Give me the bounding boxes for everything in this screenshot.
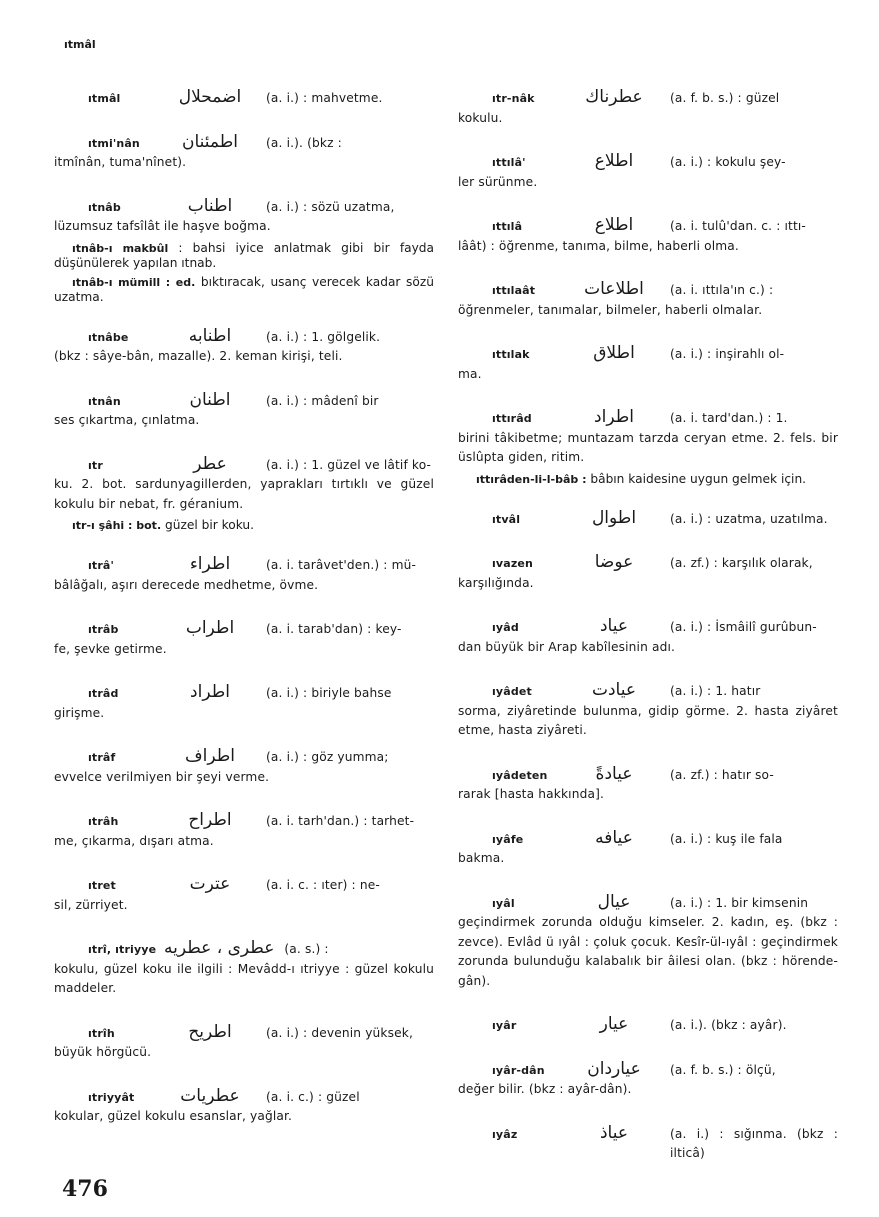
definition-start: (a. i. tarâvet'den.) : mü-: [266, 558, 417, 572]
definition-continuation: evvelce verilmiyen bir şeyi verme.: [54, 769, 270, 784]
arabic-script: عوضا: [594, 552, 634, 572]
dictionary-entry: [54, 1087, 434, 1127]
dictionary-entry: [458, 893, 838, 992]
headword: ıtrâ': [88, 559, 114, 572]
entry-head-line: [458, 152, 838, 173]
arabic-script: عطریات: [180, 1085, 240, 1106]
headword: ıyâdeten: [492, 768, 548, 782]
dictionary-entry: [458, 617, 838, 657]
headword: ıtrîh: [88, 1026, 115, 1040]
definition-continuation: me, çıkarma, dışarı atma.: [54, 833, 214, 848]
arabic-script: عیاذ: [599, 1122, 629, 1143]
definition-continuation: kokular, güzel kokulu esanslar, yağlar.: [54, 1109, 293, 1123]
arabic-script: اطمئنان: [181, 131, 238, 152]
headword: ıtrî, ıtriyye: [88, 943, 157, 956]
dictionary-entry: [458, 1124, 838, 1164]
definition-start: (a. i.) : 1. gölgelik.: [266, 329, 381, 344]
headword: ıttılâ: [492, 220, 523, 233]
headword: ıttılak: [492, 348, 530, 361]
dictionary-entry: [458, 509, 838, 530]
entry-head-line: [54, 327, 434, 348]
dictionary-entry: [458, 152, 838, 192]
arabic-script: اطراف: [185, 746, 235, 766]
headword: ıyâd: [492, 621, 519, 634]
dictionary-entry: [458, 88, 838, 128]
definition-continuation: rarak [hasta hakkında].: [458, 787, 605, 801]
arabic-script: اطلاعات: [584, 279, 644, 299]
sub-entry: [54, 275, 434, 305]
definition-start: (a. i. c. : ıter) : ne-: [266, 878, 380, 892]
definition-continuation: fe, şevke getirme.: [54, 641, 167, 656]
dictionary-entry: [458, 408, 838, 468]
definition-start: (a. f. b. s.) : güzel: [670, 91, 780, 105]
dictionary-entry: [458, 1015, 838, 1036]
right-column: [458, 88, 838, 1188]
arabic-script: عیار: [599, 1014, 629, 1034]
running-header: ıtmâl: [64, 38, 96, 51]
dictionary-entry: [54, 88, 434, 109]
headword: ıyâfe: [492, 832, 524, 846]
definition-start: (a. i.) : uzatma, uzatılma.: [670, 511, 828, 526]
definition-continuation: dan büyük bir Arap kabîlesinin adı.: [458, 639, 676, 654]
entry-head-line: [458, 509, 838, 530]
dictionary-entry: [458, 280, 838, 320]
definition-start: (a. zf.) : karşılık olarak,: [670, 556, 813, 570]
definition-start: (a. i.) : biriyle bahse: [266, 686, 392, 700]
arabic-script: اطراب: [185, 618, 235, 638]
sub-headword: ıttırâden-li-l-bâb :: [476, 472, 587, 486]
entry-head-line: [458, 1060, 838, 1081]
entry-head-line: [54, 683, 434, 704]
arabic-script: اطلاع: [594, 215, 634, 235]
entry-head-line: [54, 619, 434, 640]
definition-continuation: bakma.: [458, 851, 505, 865]
definition-continuation: geçindirmek zorunda olduğu kimseler. 2. kadın, eş. (bkz : zevce). Evlâd ü ıyâl : çoluk çocuk. Kesîr-ül-ıyâl : geçindirmek zorunda bulunduğu kalabalık bir âilesi olan. (bkz : hörende-gân).: [458, 915, 838, 988]
definition-start: (a. i. tard'dan.) : 1.: [670, 411, 788, 425]
headword: ıyâr: [492, 1019, 517, 1032]
definition-start: (a. i.) : inşirahlı ol-: [670, 347, 785, 361]
definition-continuation: ma.: [458, 366, 482, 381]
headword: ıttılâ': [492, 156, 526, 169]
dictionary-entry: [458, 344, 838, 384]
definition-start: (a. i.). (bkz : ayâr).: [670, 1018, 787, 1032]
definition-continuation: ler sürünme.: [458, 174, 538, 189]
dictionary-entry: [458, 553, 838, 593]
dictionary-entry: [54, 555, 434, 595]
sub-headword: ıtnâb-ı mümill : ed.: [72, 275, 196, 289]
headword: ıtr: [88, 458, 103, 472]
headword: ıtnân: [88, 394, 121, 408]
sub-headword: ıtr-ı şâhi : bot.: [72, 519, 162, 532]
dictionary-entry: [54, 391, 434, 431]
arabic-script: عیادت: [591, 680, 637, 700]
arabic-script: اطنابه: [188, 325, 232, 346]
entry-head-line: [54, 747, 434, 768]
dictionary-entry: [54, 455, 434, 515]
dictionary-entry: [458, 765, 838, 805]
definition-continuation: öğrenmeler, tanımalar, bilmeler, haberli olmalar.: [458, 302, 763, 317]
headword: ıyâl: [492, 896, 515, 910]
definition-continuation: (bkz : sâye-bân, mazalle). 2. keman kirişi, teli.: [54, 349, 343, 363]
headword: ıyâdet: [492, 685, 532, 698]
entry-head-line: [54, 875, 434, 896]
headword: ıtret: [88, 879, 116, 892]
entry-head-line: [54, 391, 434, 412]
definition-continuation: bâlâğalı, aşırı derecede medhetme, övme.: [54, 577, 319, 592]
definition-start: (a. i.). (bkz :: [266, 135, 342, 150]
arabic-script: اطناب: [187, 195, 233, 216]
dictionary-entry: [54, 1023, 434, 1063]
sub-definition: : bahsi iyice anlatmak gibi bir fayda düşünülerek yapılan ıtnab.: [54, 240, 435, 270]
headword: ıtrâb: [88, 623, 119, 636]
entry-head-line: [54, 197, 434, 218]
definition-start: (a. i.) : kuş ile fala: [670, 831, 783, 846]
entry-head-line: [458, 893, 838, 914]
definition-continuation: itmînân, tuma'nînet).: [54, 155, 187, 169]
headword: ıtrâd: [88, 687, 119, 700]
entry-head-line: [458, 280, 838, 301]
arabic-script: عطر: [193, 453, 227, 474]
arabic-script: عترت: [189, 874, 231, 894]
definition-continuation: kokulu.: [458, 110, 503, 125]
headword: ıtmâl: [88, 92, 121, 105]
definition-continuation: lüzumsuz tafsîlât ile haşve boğma.: [54, 219, 271, 233]
definition-continuation: kokulu, güzel koku ile ilgili : Mevâdd-ı ıtriyye : güzel kokulu maddeler.: [54, 961, 434, 995]
definition-start: (a. i.) : 1. güzel ve lâtif ko-: [266, 457, 432, 472]
headword: ıtriyyât: [88, 1090, 135, 1104]
definition-start: (a. i.) : İsmâilî gurûbun-: [670, 620, 817, 634]
arabic-script: عیاد: [599, 616, 629, 636]
sub-entry: [54, 518, 434, 533]
definition-start: (a. i.) : mahvetme.: [266, 91, 383, 105]
definition-start: (a. i.) : sığınma. (bkz : ilticâ): [670, 1126, 838, 1160]
arabic-script: اطنان: [189, 389, 231, 410]
headword: ıtrâf: [88, 751, 116, 764]
entry-head-line: [54, 133, 434, 154]
headword: ıyâr-dân: [492, 1063, 545, 1077]
entry-head-line: [54, 555, 434, 576]
dictionary-entry: [54, 619, 434, 659]
definition-start: (a. i. ıttıla'ın c.) :: [670, 283, 774, 297]
entry-head-line: [458, 617, 838, 638]
definition-start: (a. i.) : sözü uzatma,: [266, 199, 395, 214]
entry-head-line: [458, 829, 838, 850]
definition-continuation: lâât) : öğrenme, tanıma, bilme, haberli olma.: [458, 238, 739, 253]
definition-continuation: girişme.: [54, 705, 105, 720]
headword: ıtnâb: [88, 200, 121, 214]
entry-head-line: [458, 765, 838, 786]
arabic-script: عیال: [597, 891, 631, 912]
definition-start: (a. i. tarab'dan) : key-: [266, 622, 402, 636]
headword: ıtmi'nân: [88, 136, 140, 150]
definition-start: (a. i.) : devenin yüksek,: [266, 1025, 414, 1040]
left-column: [54, 88, 434, 1151]
entry-head-line: [458, 1124, 838, 1164]
definition-continuation: birini tâkibetme; muntazam tarzda ceryan etme. 2. fels. bir üslûpta giden, ritim.: [458, 430, 838, 464]
definition-continuation: ses çıkartma, çınlatma.: [54, 413, 200, 427]
headword: ıttırâd: [492, 412, 532, 425]
dictionary-entry: [458, 681, 838, 741]
dictionary-entry: [458, 216, 838, 256]
dictionary-entry: [54, 811, 434, 851]
definition-continuation: sorma, ziyâretinde bulunma, gidip görme. 2. hasta ziyâret etme, hasta ziyâreti.: [458, 703, 838, 737]
headword: ıtrâh: [88, 815, 119, 828]
sub-definition: güzel bir koku.: [165, 518, 254, 532]
definition-continuation: karşılığında.: [458, 575, 534, 590]
entry-head-line: [54, 455, 434, 476]
entry-head-line: [458, 216, 838, 237]
definition-continuation: ku. 2. bot. sardunyagillerden, yaprakları tırtıklı ve güzel kokulu bir nebat, fr. géranium.: [54, 477, 434, 511]
dictionary-entry: [54, 747, 434, 787]
headword: ıtvâl: [492, 512, 521, 526]
arabic-script: عطرناك: [585, 87, 643, 107]
entry-head-line: [54, 1087, 434, 1108]
entry-head-line: [458, 88, 838, 109]
entry-head-line: [458, 1015, 838, 1036]
definition-start: (a. i.) : kokulu şey-: [670, 155, 786, 169]
arabic-script: عیافه: [595, 827, 633, 848]
dictionary-entry: [54, 133, 434, 173]
sub-entry: [458, 472, 838, 487]
sub-definition: bâbın kaidesine uygun gelmek için.: [590, 471, 807, 486]
definition-start: (a. i.) : mâdenî bir: [266, 393, 379, 408]
entry-head-line: [54, 1023, 434, 1044]
entry-head-line: [458, 344, 838, 365]
dictionary-entry: [54, 875, 434, 915]
entry-head-line: [458, 553, 838, 574]
dictionary-entry: [54, 683, 434, 723]
arabic-script: اطلاع: [594, 151, 634, 171]
arabic-script: اضمحلال: [178, 87, 242, 107]
headword: ıyâz: [492, 1127, 518, 1141]
definition-start: (a. f. b. s.) : ölçü,: [670, 1062, 776, 1077]
definition-start: (a. s.) :: [284, 942, 329, 956]
definition-start: (a. i. tarh'dan.) : tarhet-: [266, 814, 415, 828]
headword: ıttılaât: [492, 284, 536, 297]
definition-start: (a. i.) : 1. bir kimsenin: [670, 895, 809, 910]
dictionary-entry: [54, 939, 434, 999]
arabic-script: عیادةً: [595, 763, 633, 784]
definition-start: (a. i.) : 1. hatır: [670, 684, 761, 698]
dictionary-entry: [54, 327, 434, 367]
definition-continuation: değer bilir. (bkz : ayâr-dân).: [458, 1082, 632, 1096]
headword: ıtr-nâk: [492, 92, 535, 105]
entry-head-line: [54, 939, 434, 960]
sub-entry: [54, 241, 434, 271]
sub-definition: bıktıracak, usanç verecek kadar sözü uzatma.: [54, 274, 434, 304]
arabic-script: اطراح: [188, 810, 232, 830]
headword: ıtnâbe: [88, 330, 129, 344]
definition-continuation: büyük hörgücü.: [54, 1045, 152, 1059]
definition-start: (a. i.) : göz yumma;: [266, 750, 389, 764]
arabic-script: اطراد: [594, 407, 634, 427]
entry-head-line: [54, 88, 434, 109]
arabic-script: اطراد: [190, 682, 230, 702]
page-number: 476: [62, 1176, 108, 1202]
dictionary-entry: [458, 829, 838, 869]
entry-head-line: [458, 681, 838, 702]
headword: ıvazen: [492, 557, 533, 570]
definition-start: (a. i. c.) : güzel: [266, 1089, 360, 1104]
arabic-script: عطری ، عطریه: [164, 938, 275, 958]
entry-head-line: [458, 408, 838, 429]
arabic-script: عیاردان: [587, 1058, 641, 1079]
sub-headword: ıtnâb-ı makbûl: [72, 241, 169, 255]
definition-start: (a. zf.) : hatır so-: [670, 767, 774, 782]
entry-head-line: [54, 811, 434, 832]
arabic-script: اطوال: [591, 507, 637, 528]
definition-start: (a. i. tulû'dan. c. : ıttı-: [670, 219, 806, 233]
arabic-script: اطراء: [189, 554, 231, 574]
arabic-script: اطلاق: [593, 343, 635, 363]
definition-continuation: sil, zürriyet.: [54, 897, 128, 912]
dictionary-entry: [54, 197, 434, 237]
arabic-script: اطریح: [188, 1021, 232, 1042]
dictionary-entry: [458, 1060, 838, 1100]
